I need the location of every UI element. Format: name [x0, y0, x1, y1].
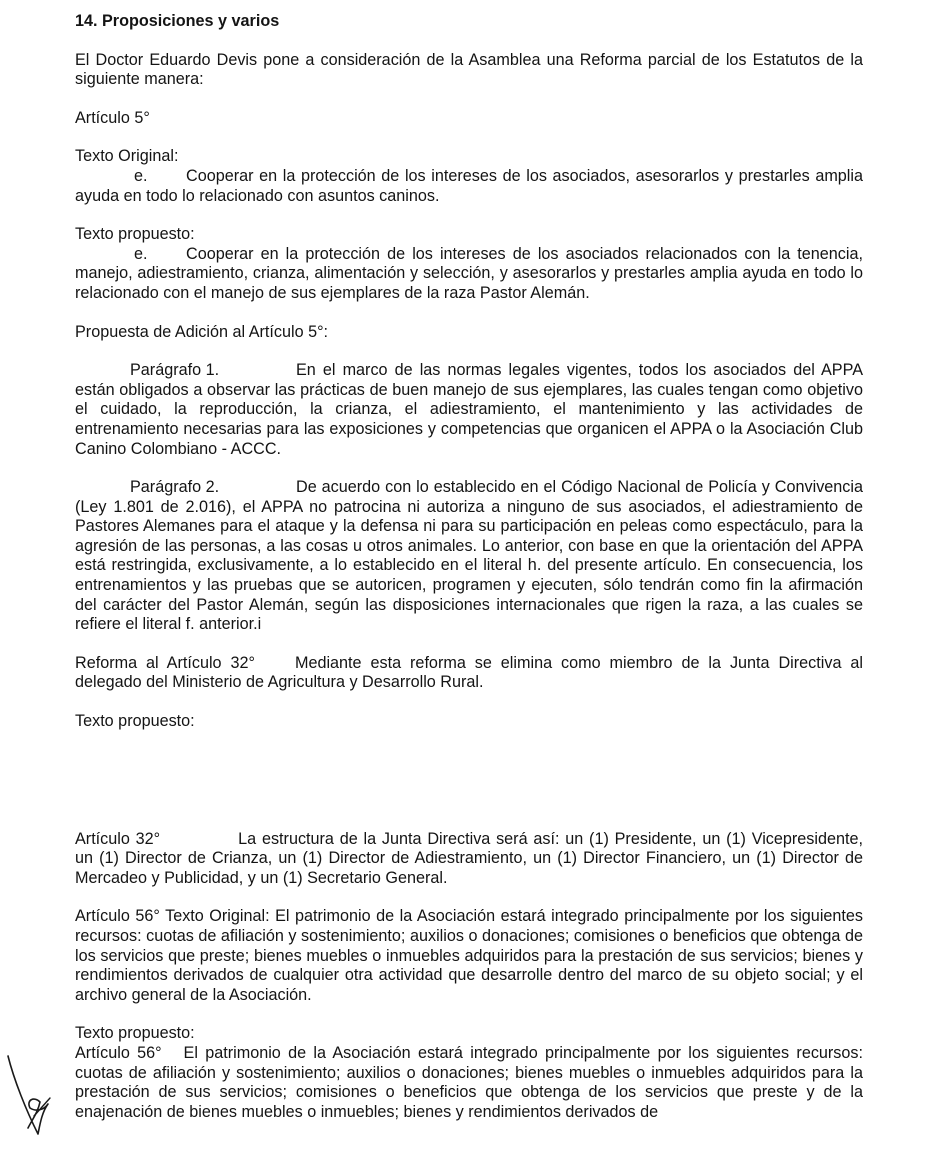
article-32-reform-text: Mediante esta reforma se elimina como miembro de la Junta Directiva al delegado del Ministerio de Agricultura y Desarrollo Rural. [75, 653, 864, 692]
article-56-original-text: El patrimonio de la Asociación estará integrado principalmente por los siguientes recursos: cuotas de afiliación y sostenimiento; auxilios o donaciones; comisiones o beneficios que obtenga de los servicios que preste; bienes muebles o inmuebles adquiridos para la prestación de sus servicios; bienes y rendimientos derivados de cualquier otra actividad que desarrolle dentro del marco de su objeto social; y el archivo general de la Asociación. [75, 907, 864, 1004]
article-5-original-item [75, 167, 863, 206]
article-32-reform [75, 654, 863, 693]
article-32-proposed-label: Texto propuesto: [75, 712, 195, 731]
article-32-reform-label: Reforma al Artículo 32° [75, 653, 255, 672]
article-5-original-text: Cooperar en la protección de los intereses de los asociados, asesorarlos y prestarles amplia ayuda en todo lo relacionado con asuntos caninos. [75, 166, 863, 205]
item-letter: e. [134, 166, 148, 185]
handwritten-signature [4, 1050, 56, 1140]
intro-paragraph: El Doctor Eduardo Devis pone a consideración de la Asamblea una Reforma parcial de los Estatutos de la siguiente manera: [75, 50, 863, 89]
article-32-text [75, 830, 863, 889]
article-56-original-label: Artículo 56° Texto Original: [75, 907, 270, 926]
article-56-label: Artículo 56° [75, 1043, 162, 1062]
article-5-title: Artículo 5° [75, 108, 150, 127]
paragraph-2 [75, 478, 863, 635]
article-56-original [75, 907, 863, 1005]
addition-title: Propuesta de Adición al Artículo 5°: [75, 322, 329, 341]
article-56-proposed-label: Texto propuesto: [75, 1024, 195, 1043]
article-56-body: El patrimonio de la Asociación estará integrado principalmente por los siguientes recursos: cuotas de afiliación y sostenimiento; auxilios o donaciones; bienes muebles o inmuebles adquiridos para la prestación de sus servicios; comisiones o beneficios que obtenga de los servicios que preste y de la enajenación de bienes muebles o inmuebles; bienes y rendimientos derivados de [75, 1043, 863, 1121]
item-letter: e. [134, 244, 148, 263]
blank-space [75, 732, 863, 830]
paragraph-1 [75, 361, 863, 459]
article-56-proposed [75, 1044, 863, 1122]
article-5-proposed-item [75, 245, 863, 304]
paragraph-2-text: De acuerdo con lo establecido en el Código Nacional de Policía y Convivencia (Ley 1.801 de 2.016), el APPA no patrocina ni autoriza a ninguno de sus asociados, el adiestramiento de Pastores Alemanes para el ataque y la defensa ni para su participación en peleas como espectáculo, para la agresión de las personas, a las cosas u otros animales. Lo anterior, con base en que la orientación del APPA está restringida, exclusivamente, a lo establecido en el literal h. del presente artículo. En consecuencia, los entrenamientos y las pruebas que se autoricen, programen y ejecuten, sólo tendrán como fin la afirmación del carácter del Pastor Alemán, según las disposiciones internacionales que rigen la raza, a las cuales se refiere el literal f. anterior.i [75, 478, 863, 634]
document-page [75, 12, 863, 1122]
paragraph-1-text: En el marco de las normas legales vigentes, todos los asociados del APPA están obligados a observar las prácticas de buen manejo de sus ejemplares, las cuales tengan como objetivo el cuidado, la reproducción, la crianza, el adiestramiento, el mantenimiento y las actividades de entrenamiento necesarias para las exposiciones y competencias que organicen el APPA o la Asociación Club Canino Colombiano - ACCC. [75, 361, 863, 458]
article-5-original-label: Texto Original: [75, 147, 179, 166]
paragraph-2-label: Parágrafo 2. [130, 478, 220, 497]
article-32-body: La estructura de la Junta Directiva será así: un (1) Presidente, un (1) Vicepresidente, un (1) Director de Crianza, un (1) Director de Adiestramiento, un (1) Director Financiero, un (1) Director de Mercadeo y Publicidad, y un (1) Secretario General. [75, 829, 863, 887]
article-5-proposed-text: Cooperar en la protección de los intereses de los asociados relacionados con la tenencia, manejo, adiestramiento, crianza, alimentación y selección, y asesorarlos y prestarles amplia ayuda en todo lo relacionado con el manejo de sus ejemplares de la raza Pastor Alemán. [75, 244, 863, 302]
section-title: 14. Proposiciones y varios [75, 12, 280, 30]
article-5-proposed-label: Texto propuesto: [75, 225, 195, 244]
paragraph-1-label: Parágrafo 1. [130, 361, 220, 380]
article-32-label: Artículo 32° [75, 829, 161, 848]
